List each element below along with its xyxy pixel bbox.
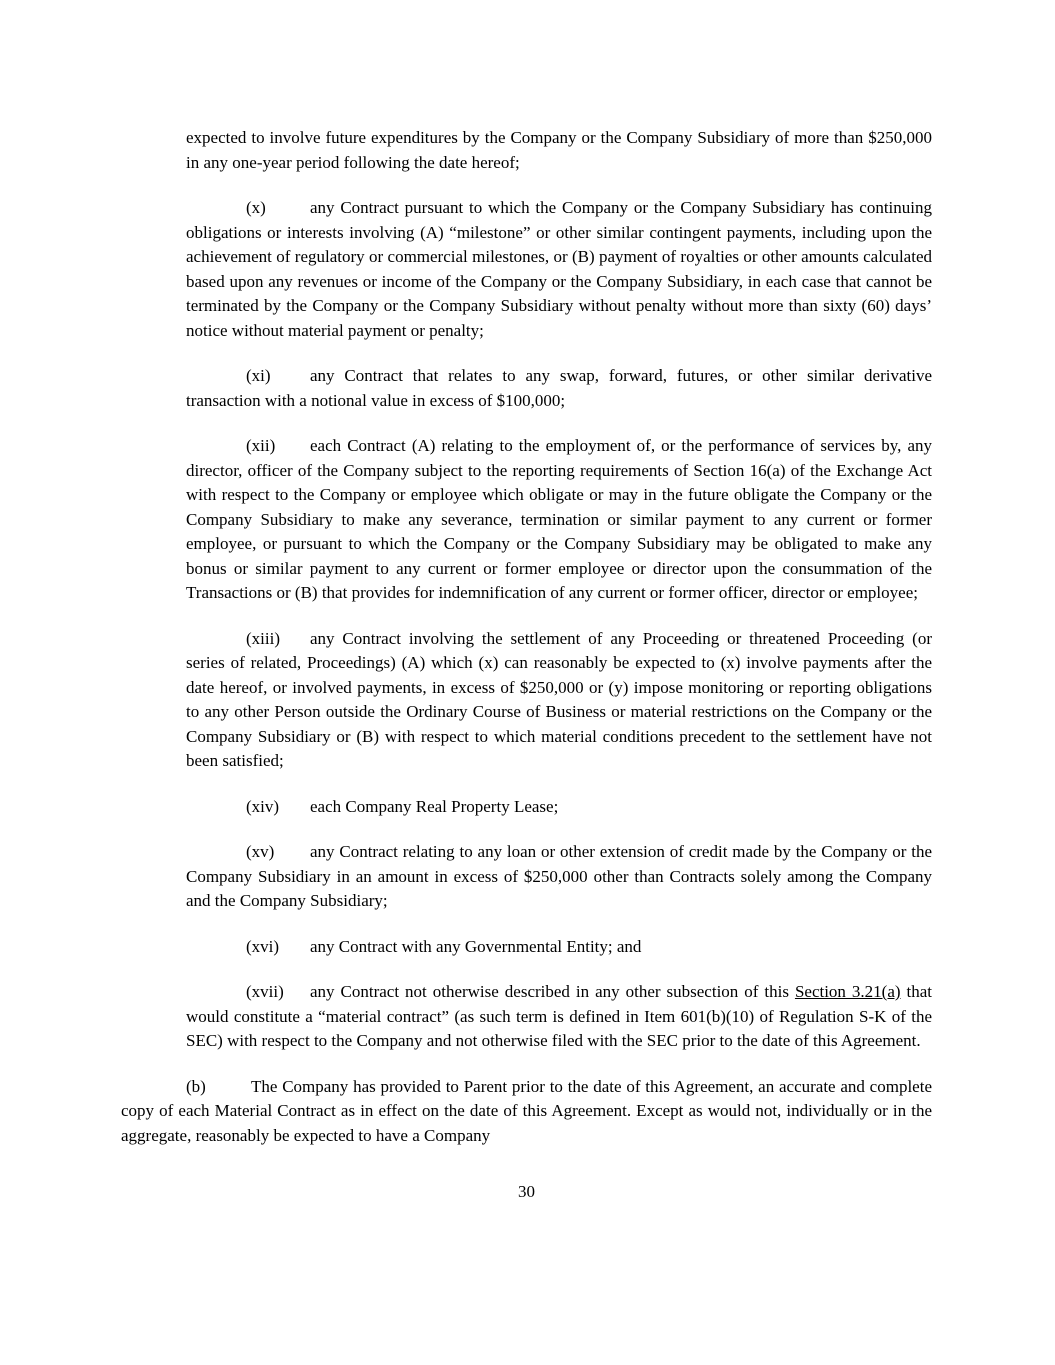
item-text: any Contract pursuant to which the Company or the Company Subsidiary has continuing obligations or interests involving (A) “milestone” or other similar contingent payments, including upon the achievement of regulatory or commercial milestones, or (B) payment of royalties or other amounts calculated based upon any revenues or income of the Company or the Company Subsidiary, in each case that cannot be terminated by the Company or the Company Subsidiary without penalty without more than sixty (60) days’ notice without material payment or penalty; [186,198,932,340]
item-label: (xvii) [246,982,284,1001]
item-text-after-link: that would constitute a “material contract” (as such term is defined in Item 601(b)(10) of Regulation S-K of the SEC) with respect to the Company and not otherwise filed with the SEC prior to the date of this Agreement. [186,982,932,1050]
paragraph-b-text: The Company has provided to Parent prior to the date of this Agreement, an accurate and complete copy of each Material Contract as in effect on the date of this Agreement. Except as would not, individually or in the aggregate, reasonably be expected to have a Company [121,1076,932,1145]
contract-item-xii [186,434,932,606]
item-label: (xiv) [246,796,280,816]
item-label: (xvi) [246,936,280,956]
item-text-before-link: any Contract not otherwise described in any other subsection of this [310,982,795,1001]
paragraph-b-label: (b) [186,1076,206,1096]
contract-item-xv [186,840,932,914]
paragraph-b [121,1075,932,1149]
contract-item-x [186,196,932,343]
contract-item-xvi [186,935,932,960]
item-label: (xiii) [246,628,280,648]
paragraph-continuation [186,126,932,175]
contract-item-xiv [186,795,932,820]
item-label: (x) [246,198,266,217]
item-label: (xii) [246,436,276,455]
page-number: 30 [518,1182,535,1201]
item-text: any Contract that relates to any swap, forward, futures, or other similar derivative transaction with a notional value in excess of $100,000; [186,366,932,410]
item-text: any Contract involving the settlement of any Proceeding or threatened Proceeding (or series of related, Proceedings) (A) which (x) can reasonably be expected to (x) involve payments after the date hereof, or involved payments, in excess of $250,000 or (y) impose monitoring or reporting obligations to any other Person outside the Ordinary Course of Business or material restrictions on the Company or the Company Subsidiary or (B) with respect to which material conditions precedent to the settlement have not been satisfied; [186,628,932,770]
item-text: any Contract with any Governmental Entity; and [310,936,642,956]
item-label: (xv) [246,842,275,861]
contract-item-xi [186,364,932,413]
contract-item-xvii [186,980,932,1054]
item-text: any Contract relating to any loan or other extension of credit made by the Company or the Company Subsidiary in an amount in excess of $250,000 other than Contracts solely among the Company and the Company Subsidiary; [186,842,932,910]
item-label: (xi) [246,366,271,385]
item-text: each Company Real Property Lease; [310,796,559,816]
item-text: each Contract (A) relating to the employment of, or the performance of services by, any director, officer of the Company subject to the reporting requirements of Section 16(a) of the Exchange Act with respect to the Company or employee which obligate or may in the future obligate the Company or the Company Subsidiary to make any severance, termination or similar payment to any current or former employee, or pursuant to which the Company or the Company Subsidiary may be obligated to make any bonus or similar payment to any current or former employee or director upon the consummation of the Transactions or (B) that provides for indemnification of any current or former officer, director or employee; [186,436,932,602]
paragraph-continuation-text: expected to involve future expenditures by the Company or the Company Subsidiary of more than $250,000 in any one-year period following the date hereof; [186,128,932,172]
section-reference-link: Section 3.21(a) [794,982,901,1001]
contract-item-xiii [186,627,932,774]
